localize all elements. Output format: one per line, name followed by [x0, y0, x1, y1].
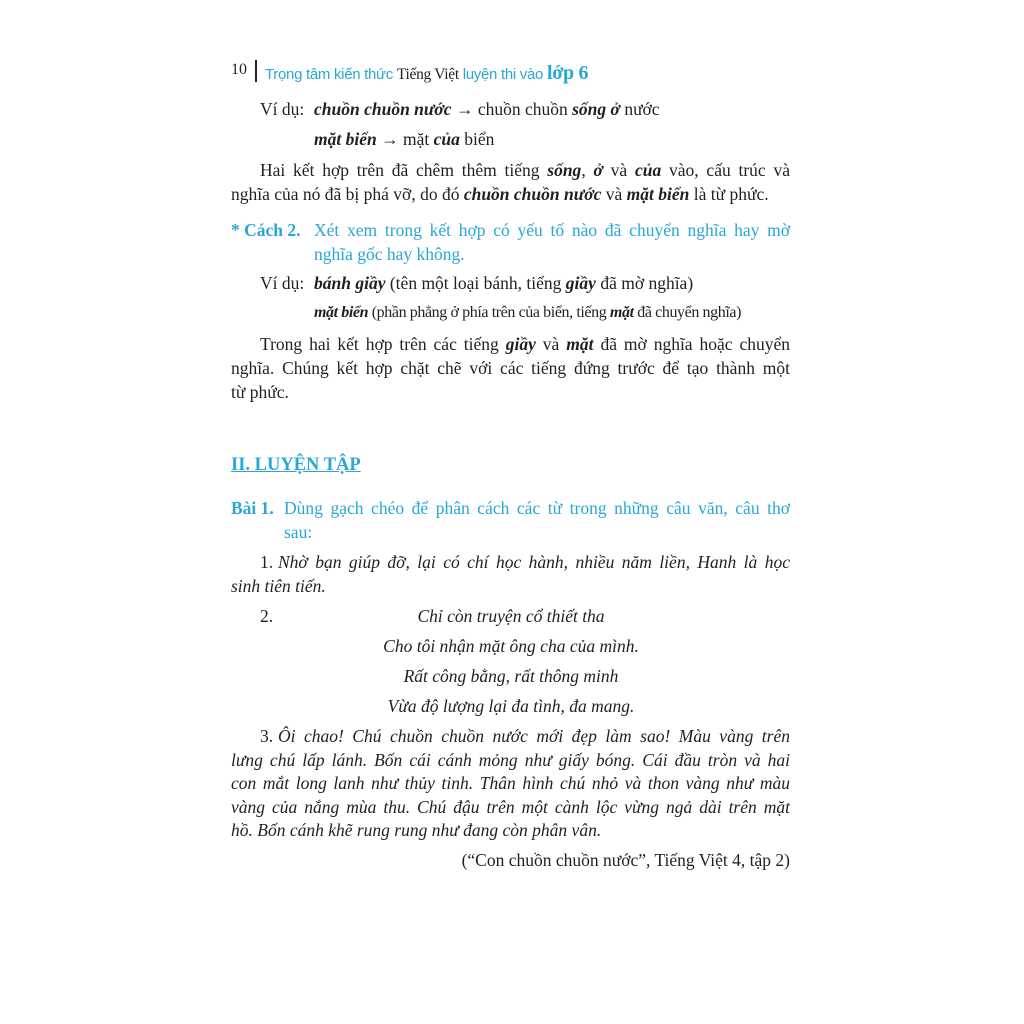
header-title-part1: Trọng tâm kiến thức: [265, 66, 394, 83]
running-header: [265, 62, 588, 85]
para2-line1: Trong hai kết hợp trên các tiếng giầy và mặt đã mờ nghĩa hoặc chuyển: [260, 334, 791, 354]
example2-label: Ví dụ:: [260, 273, 305, 293]
item1-line1: Nhờ bạn giúp đỡ, lại có chí học hành, nhiều năm liền, Hanh là học: [278, 552, 790, 572]
poem-line-2: Cho tôi nhận mặt ông cha của mình.: [383, 636, 639, 656]
item1-line2: sinh tiên tiến.: [231, 576, 326, 596]
item3-number: 3.: [260, 726, 274, 746]
header-title-part3: luyện thi vào: [462, 66, 544, 83]
item3-line3: con mắt long lanh như thủy tinh. Thân hình chú nhỏ và thon vàng như màu: [231, 773, 790, 793]
item2-number: 2.: [260, 606, 274, 626]
example2-line1: bánh giầy (tên một loại bánh, tiếng giầy đã mờ nghĩa): [314, 273, 694, 293]
example1-label: Ví dụ:: [260, 99, 305, 119]
method2-label: * Cách 2.: [231, 220, 301, 240]
poem-line-3: Rất công bằng, rất thông minh: [403, 666, 619, 686]
exercise1-label: Bài 1.: [231, 498, 274, 518]
method2-line2: nghĩa gốc hay không.: [314, 244, 465, 264]
para2-line2: nghĩa. Chúng kết hợp chặt chẽ với các tiếng đứng trước để tạo thành một: [231, 358, 790, 378]
poem-line-1: Chỉ còn truyện cổ thiết tha: [417, 606, 605, 626]
header-title-part4: lớp 6: [546, 62, 589, 84]
para1-line2: nghĩa của nó đã bị phá vỡ, do đó chuồn chuồn nước và mặt biển là từ phức.: [231, 184, 769, 204]
exercise1-line1: Dùng gạch chéo để phân cách các từ trong những câu văn, câu thơ: [284, 498, 790, 518]
method2-line1: Xét xem trong kết hợp có yếu tố nào đã chuyển nghĩa hay mờ: [314, 220, 790, 240]
item3-line2: lưng chú lấp lánh. Bốn cái cánh mỏng như giấy bóng. Cái đầu tròn và hai: [231, 750, 790, 770]
para1-line1: Hai kết hợp trên đã chêm thêm tiếng sống, ở và của vào, cấu trúc và: [260, 160, 790, 180]
example2-line2: mặt biển (phần phẳng ở phía trên của biển, tiếng mặt đã chuyển nghĩa): [314, 304, 742, 321]
item1-number: 1.: [260, 552, 274, 572]
item3-line4: vàng của nắng mùa thu. Chú đậu trên một cành lộc vừng ngả dài trên mặt: [231, 797, 790, 817]
poem-line-4: Vừa độ lượng lại đa tình, đa mang.: [387, 696, 635, 716]
page-number: 10: [231, 61, 247, 78]
header-title-part2: Tiếng Việt: [396, 66, 459, 83]
section-heading: II. LUYỆN TẬP: [231, 455, 361, 475]
para2-line3: từ phức.: [231, 382, 289, 402]
exercise1-line2: sau:: [284, 522, 313, 542]
item3-line5: hồ. Bốn cánh khẽ rung rung như đang còn phân vân.: [231, 820, 602, 840]
item3-line1: Ôi chao! Chú chuồn chuồn nước mới đẹp làm sao! Màu vàng trên: [278, 726, 790, 746]
header-divider: [255, 60, 257, 82]
example1-line1: chuồn chuồn nước → chuồn chuồn sống ở nước: [314, 99, 660, 119]
item3-source: (“Con chuồn chuồn nước”, Tiếng Việt 4, tập 2): [461, 850, 790, 870]
example1-line2: mặt biển → mặt của biển: [314, 129, 495, 149]
